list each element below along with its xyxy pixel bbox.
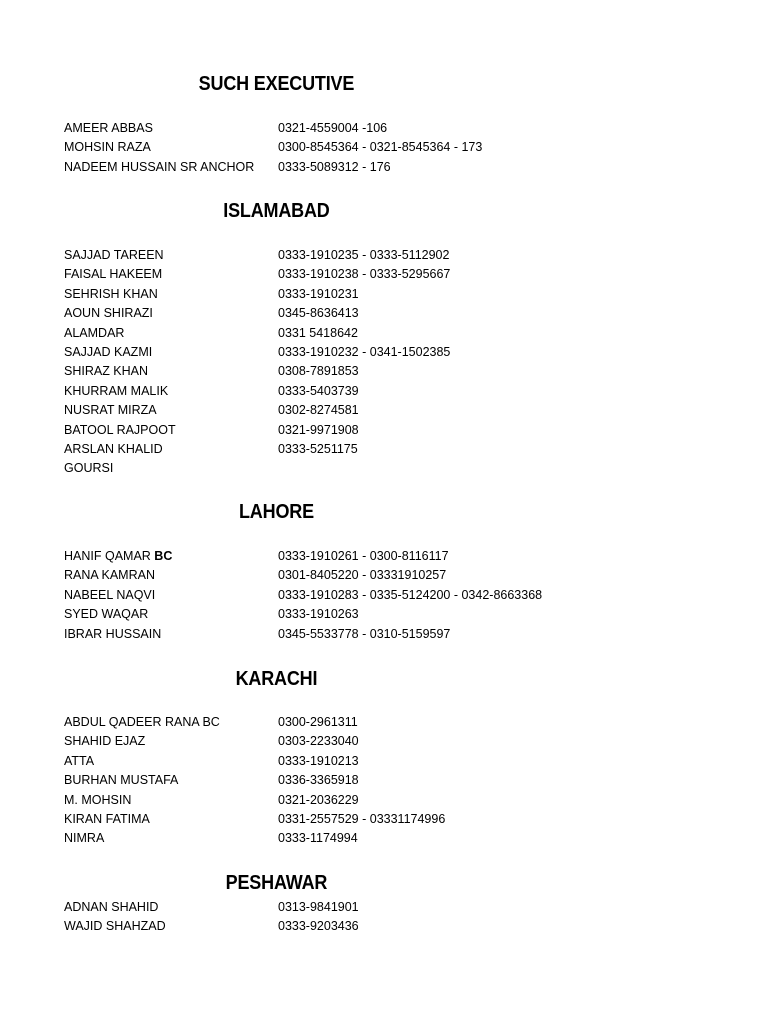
contact-name: SHIRAZ KHAN: [64, 364, 149, 379]
contact-row: [64, 440, 724, 459]
contact-phone: 0301-8405220 - 03331910257: [278, 568, 447, 583]
contact-name: ATTA: [64, 753, 95, 768]
contact-row: [64, 382, 724, 401]
contact-row: [64, 265, 724, 284]
contact-row: [64, 547, 724, 566]
contact-name: KHURRAM MALIK: [64, 383, 169, 398]
contact-row: [64, 285, 724, 304]
contact-phone: 0333-5403739: [278, 383, 359, 398]
contact-phone: 0345-5533778 - 0310-5159597: [278, 626, 451, 641]
contact-phone: 0333-1910235 - 0333-5112902: [278, 248, 450, 262]
contact-name: MOHSIN RAZA: [64, 140, 151, 155]
contact-phone: 0333-1910261 - 0300-8116117: [278, 549, 449, 563]
contact-name: M. MOHSIN: [64, 792, 132, 807]
contact-row: [64, 343, 724, 362]
contact-name: AMEER ABBAS: [64, 121, 153, 135]
contact-name: SYED WAQAR: [64, 607, 149, 622]
contact-name: KIRAN FATIMA: [64, 811, 150, 826]
contact-phone: 0345-8636413: [278, 306, 359, 321]
contact-row: [64, 304, 724, 323]
contact-row: [64, 459, 724, 478]
contact-phone: 0308-7891853: [278, 364, 359, 379]
contact-name: SAJJAD TAREEN: [64, 248, 164, 262]
contact-name: FAISAL HAKEEM: [64, 267, 163, 282]
contact-list: [64, 713, 724, 849]
contact-name: ARSLAN KHALID: [64, 441, 163, 456]
section-heading: KARACHI: [235, 668, 318, 690]
contact-phone: 0321-9971908: [278, 422, 359, 437]
contact-name: SAJJAD KAZMI: [64, 344, 153, 359]
contact-list: [64, 898, 724, 937]
contact-phone: 0333-1910263: [278, 607, 359, 622]
contact-row: [64, 324, 724, 343]
contact-row: [64, 566, 724, 585]
contact-phone: 0333-1910232 - 0341-1502385: [278, 344, 451, 359]
contact-phone: 0333-5251175: [278, 441, 358, 456]
contact-name: ABDUL QADEER RANA BC: [64, 715, 220, 729]
contact-name: NIMRA: [64, 831, 105, 846]
contact-phone: 0333-5089312 - 176: [278, 159, 391, 174]
contact-name: WAJID SHAHZAD: [64, 919, 166, 934]
contact-phone: 0303-2233040: [278, 734, 359, 749]
contact-name: NABEEL NAQVI: [64, 587, 156, 602]
contact-name: IBRAR HUSSAIN: [64, 626, 162, 641]
contact-name: ALAMDAR: [64, 325, 125, 340]
contact-list: [64, 119, 724, 177]
contact-list: [64, 246, 724, 479]
contact-phone: 0331-2557529 - 03331174996: [278, 811, 446, 826]
contact-row: [64, 732, 724, 751]
contact-name: NADEEM HUSSAIN SR ANCHOR: [64, 159, 255, 174]
contact-phone: 0300-2961311: [278, 715, 358, 729]
contact-name: BATOOL RAJPOOT: [64, 422, 176, 437]
contact-row: [64, 246, 724, 265]
contact-row: [64, 625, 724, 644]
contact-name: GOURSI: [64, 461, 114, 476]
contact-row: [64, 791, 724, 810]
contact-row: [64, 810, 724, 829]
bc-tag: BC: [154, 549, 173, 563]
contact-row: [64, 586, 724, 605]
contact-name: SHAHID EJAZ: [64, 734, 146, 749]
contact-row: [64, 771, 724, 790]
contact-phone: 0333-1910213: [278, 753, 359, 768]
contact-row: [64, 119, 724, 138]
contact-phone: 0333-9203436: [278, 919, 359, 934]
contact-phone: 0333-1910283 - 0335-5124200 - 0342-8663368: [278, 587, 543, 602]
contact-phone: 0331 5418642: [278, 325, 358, 340]
contact-name: AOUN SHIRAZI: [64, 306, 153, 321]
contact-phone: 0333-1910231: [278, 286, 359, 301]
contact-phone: 0313-9841901: [278, 900, 359, 914]
contact-phone: 0321-4559004 -106: [278, 121, 388, 135]
contact-row: [64, 421, 724, 440]
section-heading: LAHORE: [238, 501, 314, 523]
contact-name: ADNAN SHAHID: [64, 900, 159, 914]
contact-row: [64, 605, 724, 624]
contact-name: RANA KAMRAN: [64, 568, 155, 583]
contact-phone: 0302-8274581: [278, 403, 359, 418]
contact-phone: 0333-1910238 - 0333-5295667: [278, 267, 451, 282]
contact-phone: 0321-2036229: [278, 792, 359, 807]
contact-row: [64, 713, 724, 732]
contact-row: [64, 917, 724, 936]
contact-row: [64, 362, 724, 381]
contact-name: BURHAN MUSTAFA: [64, 773, 179, 788]
contact-row: [64, 401, 724, 420]
contact-phone: 0336-3365918: [278, 773, 359, 788]
contact-row: [64, 138, 724, 157]
contact-row: [64, 829, 724, 848]
contact-phone: 0333-1174994: [278, 831, 358, 846]
contact-name: SEHRISH KHAN: [64, 286, 158, 301]
contact-list: [64, 547, 724, 644]
contact-phone: 0300-8545364 - 0321-8545364 - 173: [278, 140, 483, 155]
section-heading: ISLAMABAD: [223, 200, 330, 222]
contact-row: [64, 898, 724, 917]
contact-name: HANIF QAMAR BC: [64, 549, 173, 563]
section-heading: PESHAWAR: [225, 872, 328, 894]
contact-row: [64, 752, 724, 771]
contact-name: NUSRAT MIRZA: [64, 403, 157, 418]
section-heading: SUCH EXECUTIVE: [198, 73, 355, 95]
contact-row: [64, 158, 724, 177]
